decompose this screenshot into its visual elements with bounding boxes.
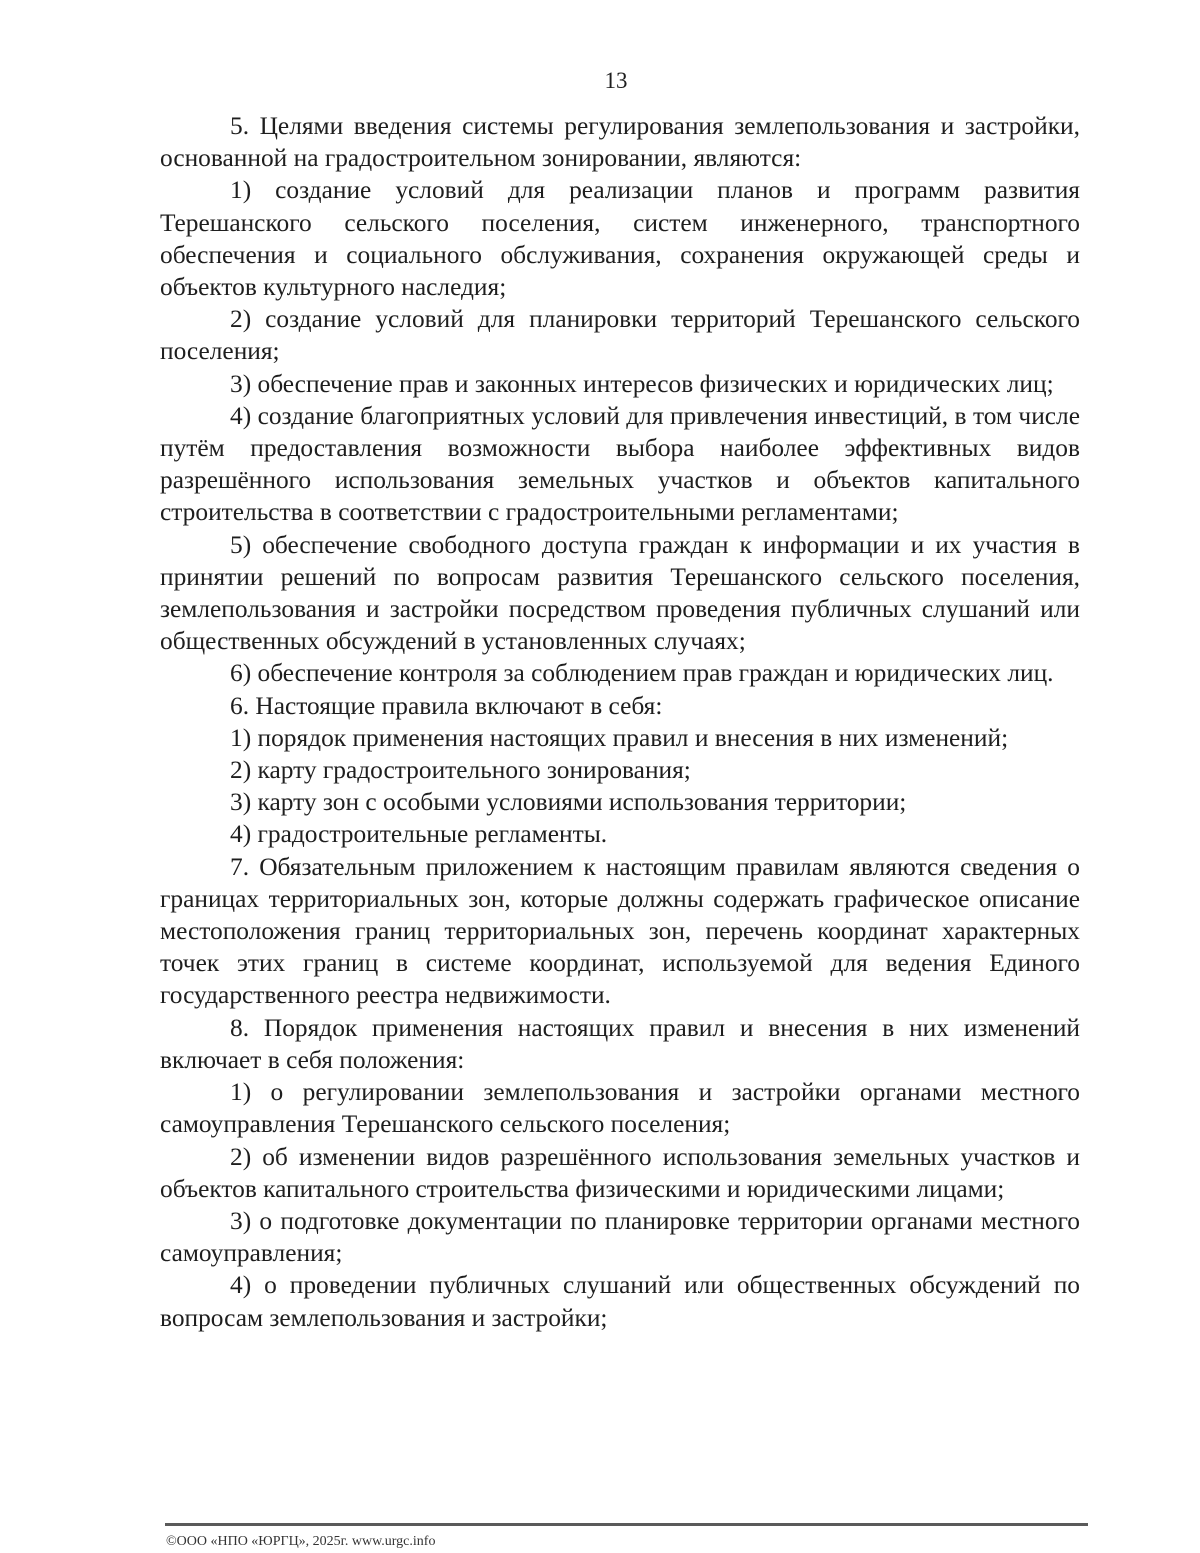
list-item-6-3: 3) карту зон с особыми условиями использования территории; (230, 788, 907, 817)
list-item-5-6: 6) обеспечение контроля за соблюдением прав граждан и юридических лиц. (230, 659, 1054, 688)
paragraph-8-procedure: 8. Порядок применения настоящих правил и внесения в них изменений включает в себя положения: (160, 1013, 1080, 1074)
list-item-8-2: 2) об изменении видов разрешённого использования земельных участков и объектов капитального строительства физическими и юридическими лицами; (160, 1142, 1080, 1203)
list-item-5-5: 5) обеспечение свободного доступа граждан к информации и их участия в принятии решений по вопросам развития Терешанского сельского поселения, землепользования и застройки посредством проведения публичных слушаний или общественных обсуждений в установленных случаях; (160, 530, 1080, 656)
list-item-5-1: 1) создание условий для реализации планов и программ развития Терешанского сельского поселения, систем инженерного, транспортного обеспечения и социального обслуживания, сохранения окружающей среды и объектов культурного наследия; (160, 176, 1080, 302)
footer-copyright: ©ООО «НПО «ЮРГЦ», 2025г. www.urgc.info (166, 1534, 436, 1549)
paragraph-7-appendix: 7. Обязательным приложением к настоящим правилам являются сведения о границах территориальных зон, которые должны содержать графическое описание местоположения границ территориальных зон, перечень координат характерных точек этих границ в системе координат, используемой для ведения Единого государственного реестра недвижимости. (160, 852, 1080, 1010)
list-item-5-4: 4) создание благоприятных условий для привлечения инвестиций, в том числе путём предоставления возможности выбора наиболее эффективных видов разрешённого использования земельных участков и объектов капитального строительства в соответствии с градостроительными регламентами; (160, 401, 1080, 527)
list-item-6-2: 2) карту градостроительного зонирования; (230, 756, 691, 785)
list-item-8-1: 1) о регулировании землепользования и застройки органами местного самоуправления Терешанского сельского поселения; (160, 1078, 1080, 1139)
list-item-6-4: 4) градостроительные регламенты. (230, 820, 608, 849)
paragraph-6-contents: 6. Настоящие правила включают в себя: (230, 691, 663, 720)
list-item-6-1: 1) порядок применения настоящих правил и внесения в них изменений; (230, 723, 1009, 752)
list-item-8-3: 3) о подготовке документации по планировке территории органами местного самоуправления; (160, 1206, 1080, 1268)
paragraph-5-goals: 5. Целями введения системы регулирования землепользования и застройки, основанной на градостроительном зонировании, являются: (160, 112, 1080, 173)
page-number: 13 (604, 68, 628, 93)
list-item-5-3: 3) обеспечение прав и законных интересов физических и юридических лиц; (230, 369, 1054, 398)
list-item-8-4: 4) о проведении публичных слушаний или общественных обсуждений по вопросам землепользования и застройки; (160, 1271, 1080, 1332)
list-item-5-2: 2) создание условий для планировки территорий Терешанского сельского поселения; (160, 305, 1080, 366)
footer-divider (165, 1523, 1088, 1526)
document-body (160, 110, 1080, 1334)
